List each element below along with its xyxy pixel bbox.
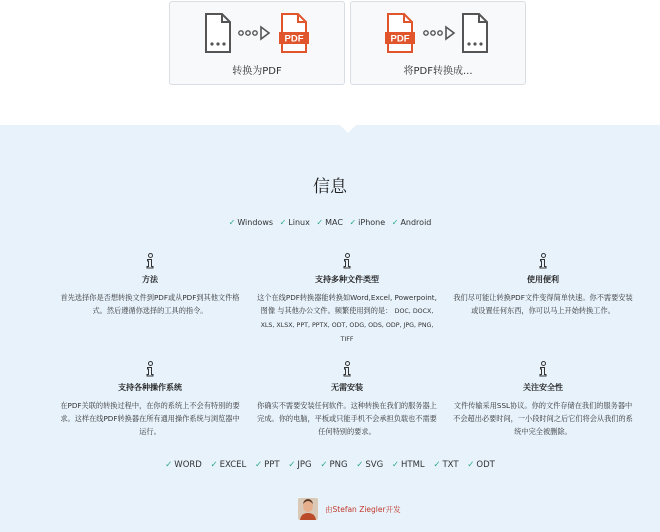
check-icon: ✓ [316, 218, 324, 227]
pdf-badge-text: PDF [284, 33, 304, 45]
check-icon: ✓ [467, 460, 475, 470]
feature-title: 使用便利 [527, 275, 559, 284]
convert-from-pdf-card[interactable] [350, 1, 526, 85]
os-item: ✓ Linux [279, 218, 310, 227]
os-list [0, 218, 660, 227]
format-item: ✓ EXCEL [210, 460, 247, 470]
feature-os-support [60, 361, 240, 438]
feature-description: 首先选择你是否想转换文件到PDF或从PDF到其他文件格式。然后遵循你选择的工具的指令。 [60, 293, 240, 315]
pdf-badge-text: PDF [390, 33, 410, 45]
check-icon: ✓ [228, 218, 236, 227]
os-item: ✓ iPhone [349, 218, 386, 227]
info-section [0, 125, 660, 532]
developer-credit[interactable] [298, 498, 401, 520]
convert-from-pdf-label: 将PDF转换成... [403, 66, 473, 77]
os-item: ✓ Android [391, 218, 432, 227]
check-icon: ✓ [279, 218, 287, 227]
format-item: ✓ SVG [356, 460, 384, 470]
feature-title: 方法 [142, 275, 158, 284]
feature-method [60, 253, 240, 317]
check-icon: ✓ [356, 460, 364, 470]
format-item: ✓ WORD [165, 460, 202, 470]
info-icon [144, 253, 156, 269]
feature-title: 支持各种操作系统 [118, 383, 182, 392]
feature-description: 文件传输采用SSL协议。你的文件存储在我们的服务器中不会超出必要时间，一小段时间之后它们将会从我们的系统中完全被删除。 [453, 401, 633, 436]
format-item: ✓ JPG [288, 460, 312, 470]
feature-file-types [257, 253, 437, 346]
info-icon [537, 361, 549, 377]
format-item: ✓ TXT [433, 460, 459, 470]
info-icon [341, 253, 353, 269]
check-icon: ✓ [255, 460, 263, 470]
info-icon [537, 253, 549, 269]
check-icon: ✓ [349, 218, 357, 227]
format-item: ✓ ODT [467, 460, 495, 470]
check-icon: ✓ [391, 218, 399, 227]
format-item: ✓ PNG [320, 460, 348, 470]
info-title: 信息 [313, 177, 347, 197]
developer-link[interactable]: 由Stefan Ziegler开发 [325, 504, 401, 514]
format-item: ✓ PPT [255, 460, 280, 470]
check-icon: ✓ [210, 460, 218, 470]
info-icon [144, 361, 156, 377]
os-item: ✓ MAC [316, 218, 343, 227]
doc-to-pdf-icon [170, 10, 346, 60]
converter-options [0, 0, 660, 125]
format-item: ✓ HTML [391, 460, 425, 470]
feature-description: 你确实不需要安装任何软件。这种转换在我们的服务器上完成。你的电脑，平板或只能手机不会承担负载也不需要任何特别的要求。 [257, 401, 437, 436]
feature-title: 关注安全性 [523, 383, 563, 392]
feature-security [453, 361, 633, 438]
info-icon [341, 361, 353, 377]
check-icon: ✓ [391, 460, 399, 470]
format-list [0, 460, 660, 470]
check-icon: ✓ [320, 460, 328, 470]
section-pointer [339, 124, 357, 133]
avatar [298, 498, 318, 520]
feature-description: 这个在线PDF转换器能转换如Word,Excel, Powerpoint,图像 与其他办公文件。频繁使用到的是： DOC, DOCX, XLS, XLSX, PPT, PPTX, ODT, ODG, ODS, ODP, JPG, PNG, TIFF [257, 293, 437, 343]
check-icon: ✓ [433, 460, 441, 470]
os-item: ✓ Windows [228, 218, 274, 227]
convert-to-pdf-label: 转换为PDF [232, 66, 282, 77]
feature-title: 无需安装 [331, 383, 363, 392]
check-icon: ✓ [165, 460, 173, 470]
feature-description: 在PDF关联的转换过程中，在你的系统上不会有特别的要求。这样在线PDF转换器在所有通用操作系统与浏览器中运行。 [60, 401, 240, 436]
check-icon: ✓ [288, 460, 296, 470]
format-list: DOC, DOCX, XLS, XLSX, PPT, PPTX, ODT, ODG, ODS, ODP, JPG, PNG, TIFF [260, 308, 434, 343]
pdf-to-doc-icon [351, 10, 527, 60]
feature-ease-of-use [453, 253, 633, 317]
convert-to-pdf-card[interactable] [169, 1, 345, 85]
feature-title: 支持多种文件类型 [315, 275, 379, 284]
feature-no-install [257, 361, 437, 438]
feature-description: 我们尽可能让转换PDF文件变得简单快速。你不需要安装或设置任何东西，你可以马上开始转换工作。 [453, 293, 633, 315]
